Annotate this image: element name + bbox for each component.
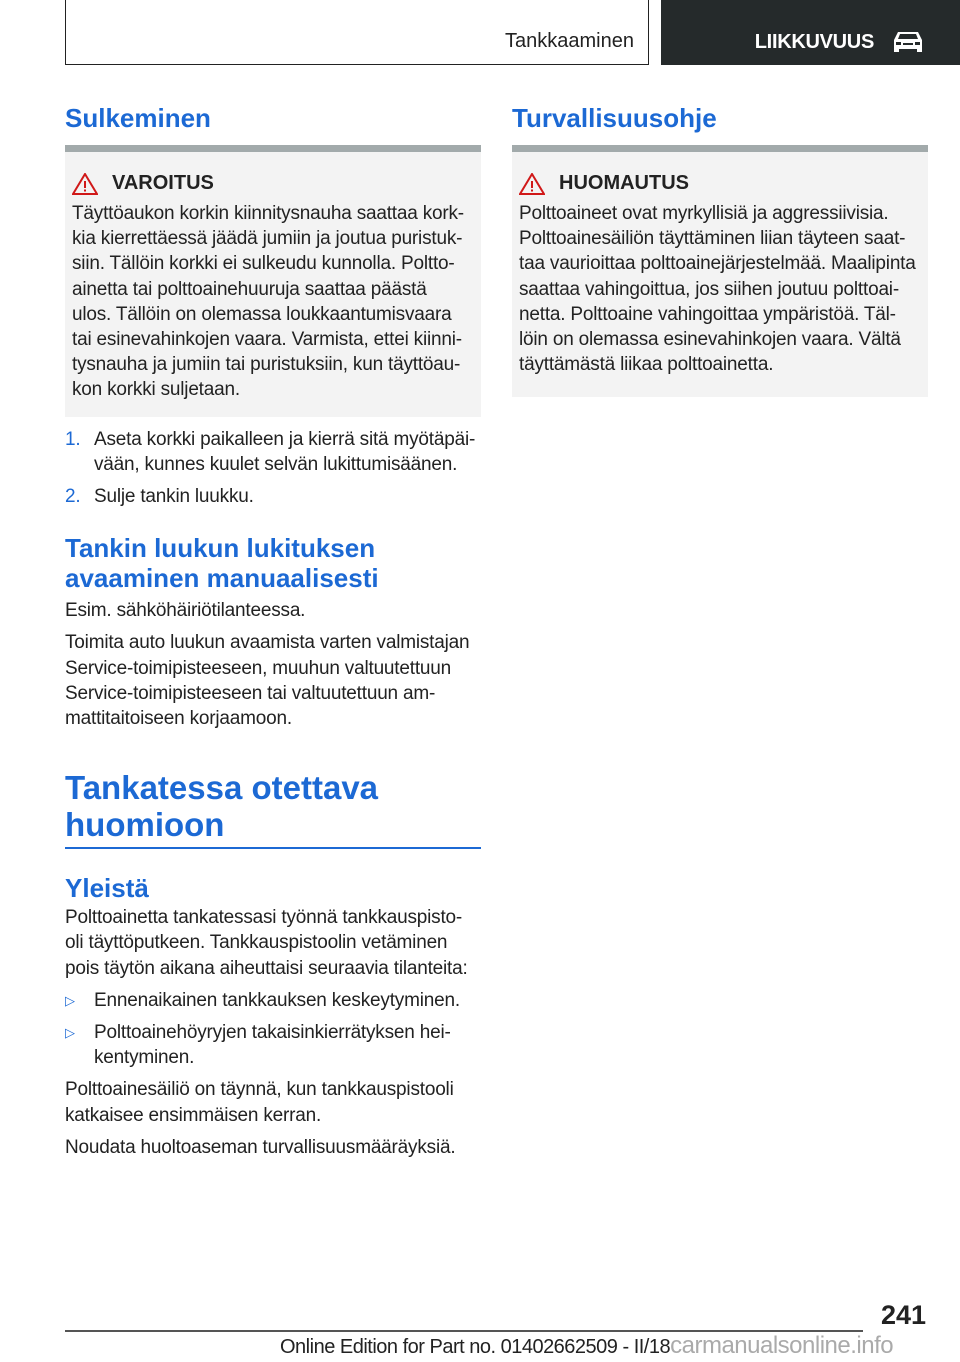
heading-manual-opening: Tankin luukun lukituksen avaaminen manuaalisesti <box>65 533 379 594</box>
warning-box <box>65 145 481 417</box>
list-item <box>65 988 481 1013</box>
chapter-title: LIIKKUVUUS <box>754 31 874 53</box>
triangle-bullet-icon: ▷ <box>65 1025 75 1041</box>
step-text: Sulje tankin luukku. <box>94 486 254 508</box>
header-section-box <box>65 0 649 65</box>
page-number: 241 <box>880 1300 926 1330</box>
paragraph: Noudata huoltoaseman turvallisuusmääräyksiä. <box>65 1136 456 1158</box>
step-text: Aseta korkki paikalleen ja kierrä sitä myötäpäi- vään, kunnes kuulet selvän lukittumisäänen. <box>94 428 476 475</box>
chapter-tab <box>661 0 960 65</box>
left-column <box>65 103 481 1160</box>
steps-list <box>65 427 481 510</box>
watermark: carmanualsonline.info <box>670 1332 894 1359</box>
notice-box <box>512 145 928 397</box>
footer <box>280 1332 893 1360</box>
section-title: Tankkaaminen <box>505 30 634 52</box>
notice-text: Polttoaineet ovat myrkyllisiä ja aggressiivisia. Polttoainesäiliön täyttäminen liian täyteen saat- taa vaurioittaa polttoainejärjestelmää. Maalipinta saattaa vahingoittua, jos siihen joutuu polttoai- netta. Polttoaine vahingoittaa ympäristöä. Täl- löin on olemassa esinevahinkojen vaara. Vältä täyttämästä liikaa polttoainetta. <box>519 203 916 376</box>
warning-icon <box>519 173 545 195</box>
bullet-text: Ennenaikainen tankkauksen keskeytyminen. <box>94 989 460 1011</box>
right-column <box>512 103 928 397</box>
step-number: 2. <box>65 486 81 508</box>
list-item <box>65 1020 481 1070</box>
car-icon <box>892 30 924 54</box>
heading-yleista: Yleistä <box>65 873 149 904</box>
paragraph: Polttoainesäiliö on täynnä, kun tankkauspistooli katkaisee ensimmäisen kerran. <box>65 1079 454 1126</box>
paragraph: Esim. sähköhäiriötilanteessa. <box>65 600 306 622</box>
list-item <box>65 427 481 477</box>
step-number: 1. <box>65 428 81 450</box>
warning-text: Täyttöaukon korkin kiinnitysnauha saattaa kork- kia kierrettäessä jäädä jumiin ja joutua puristuk- siin. Tällöin korkki ei sulkeudu kunnolla. Poltto- ainetta tai polttoainehuuruja saattaa päästä ulos. Tällöin on olemassa loukkaantumisvaara tai esinevahinkojen vaara. Varmista, ettei kiinni- tysnauha ja jumiin tai puristuksiin, kun täyttöau- kon korkki suljetaan. <box>72 203 464 401</box>
triangle-bullet-icon: ▷ <box>65 992 75 1008</box>
bullet-text: Polttoainehöyryjen takaisinkierrätyksen hei- kentyminen. <box>94 1022 451 1069</box>
warning-label: VAROITUS <box>112 172 214 194</box>
warning-icon <box>72 173 98 195</box>
heading-tankatessa: Tankatessa otettava huomioon <box>65 769 481 849</box>
list-item <box>65 484 481 509</box>
heading-sulkeminen: Sulkeminen <box>65 103 211 133</box>
notice-label: HUOMAUTUS <box>559 172 689 194</box>
paragraph: Polttoainetta tankatessasi työnnä tankkauspisto- oli täyttöputkeen. Tankkauspistoolin vetäminen pois täytön aikana aiheuttaisi seuraavia tilanteita: <box>65 907 468 979</box>
edition-text: Online Edition for Part no. 01402662509 - II/18 <box>280 1336 671 1358</box>
heading-turvallisuusohje: Turvallisuusohje <box>512 103 717 133</box>
paragraph: Toimita auto luukun avaamista varten valmistajan Service-toimipisteeseen, muuhun valtuutettuun Service-toimipisteeseen tai valtuutettuun am- mattitaitoiseen korjaamoon. <box>65 632 470 730</box>
